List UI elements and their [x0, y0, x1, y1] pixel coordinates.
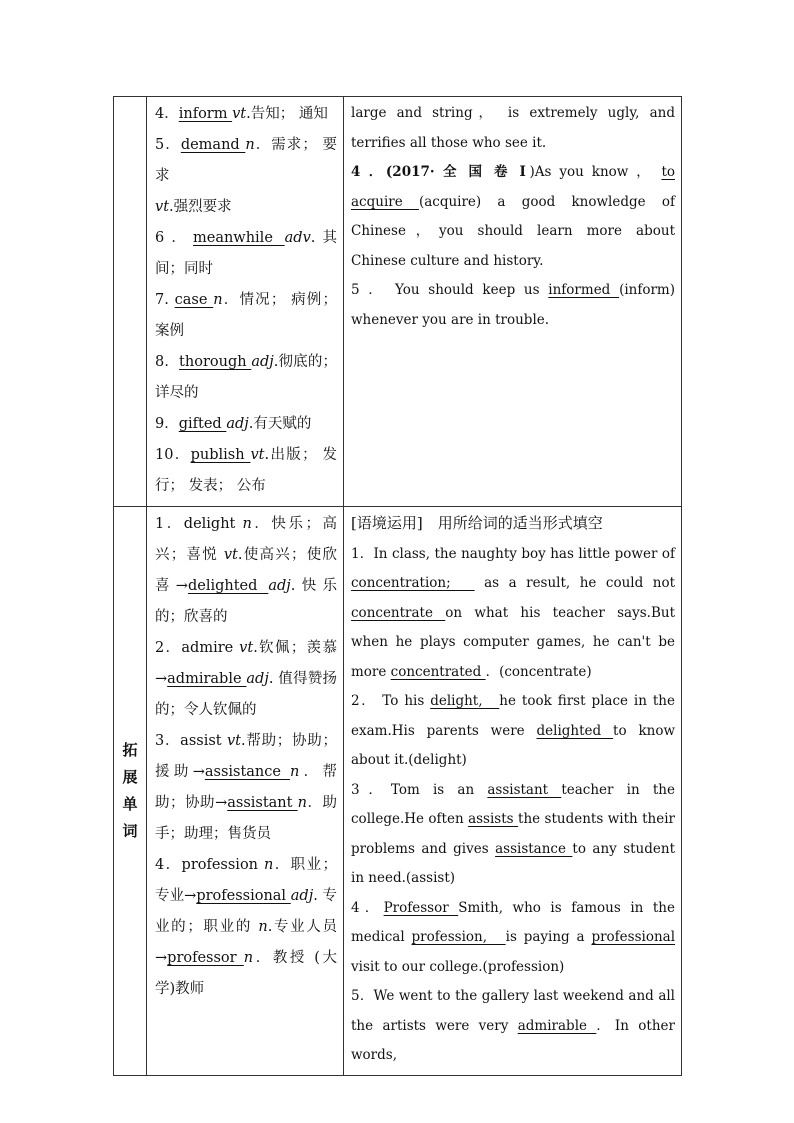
word-list-core	[147, 97, 344, 507]
table-row	[114, 507, 682, 1076]
row-label-extended-words	[114, 507, 147, 1076]
exercise-continued-text: large and string， is extremely ugly, and terrifies all those who see it. 4 ．(2017· 全 国 卷 Ⅰ)As you know ， to acquire (acquire) a good knowledge of Chinese，you should learn more about Chinese culture and history. 5 ． You should keep us informed (inform) whenever you are in trouble.	[351, 105, 675, 328]
table-row	[114, 97, 682, 507]
word-list-extended	[147, 507, 344, 1076]
word-list-extended-text: 1．delight n．快乐；高兴；喜悦 vt.使高兴；使欣喜→delighted adj.快乐的；欣喜的 2．admire vt.钦佩；羡慕→admirable adj. 值得赞扬的；令人钦佩的 3．assist vt.帮助；协助；援助→assistance n．帮助；协助→assistant n．助手；助理；售货员 4．profession n．职业；专业→professional adj. 专业的；职业的 n.专业人员→professor n．教授 (大学)教师	[155, 516, 338, 997]
context-exercise-text: [语境运用] 用所给词的适当形式填空 1．In class, the naughty boy has little power of concentration; as a result, he could not concentrate on what his teacher says.But when he plays computer games, he can't be more concentrated ．(concentrate) 2． To his delight, he took first place in the exam.His parents were delighted to know about it.(delight) 3．Tom is an assistant teacher in the college.He often assists the students with their problems and gives assistance to any student in need.(assist) 4．Professor Smith, who is famous in the medical profession, is paying a professional visit to our college.(profession) 5．We went to the gallery last weekend and all the artists were very admirable ．In other words,	[351, 514, 676, 1063]
vocabulary-table	[113, 96, 682, 1076]
context-exercise	[344, 507, 682, 1076]
vocabulary-table-page	[113, 96, 681, 1076]
row-label-empty	[114, 97, 147, 507]
word-list-core-text: 4．inform vt.告知； 通知 5．demand n．需求； 要求 vt.强烈要求 6．meanwhile adv.其间；同时 7. case n．情况； 病例；案例 8．thorough adj.彻底的；详尽的 9．gifted adj.有天赋的 10．publish vt.出版； 发行； 发表； 公布	[155, 106, 338, 494]
exercise-continued	[344, 97, 682, 507]
row-label-text: 拓展单词	[122, 740, 138, 840]
